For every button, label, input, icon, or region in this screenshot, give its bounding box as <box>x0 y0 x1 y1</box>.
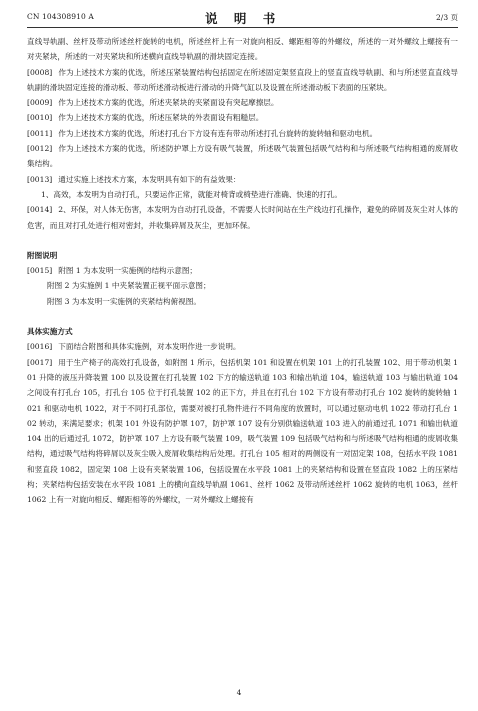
paragraph-0008 <box>27 65 458 96</box>
paragraph-text: 作为上述技术方案的优选，所述压紧块的外表面设有粗糙层。 <box>58 113 264 123</box>
paragraph-text: 下面结合附图和具体实施例，对本发明作进一步说明。 <box>58 342 241 352</box>
section-gap <box>27 233 458 248</box>
paragraph-tag: [0011] <box>27 128 53 138</box>
paragraph-text: 作为上述技术方案的优选，所述防护罩上方设有吸气装置，所述吸气装置包括吸气结构和与所述吸气结构相通的废屑收集结构。 <box>27 144 458 169</box>
embodiment-heading: 具体实施方式 <box>27 327 73 337</box>
figure-caption-3: 附图 3 为本发明一实施例的夹紧结构俯视图。 <box>47 296 201 306</box>
paragraph-tag: [0013] <box>27 174 53 184</box>
document-body <box>27 34 458 508</box>
document-title: 说 明 书 <box>205 11 282 26</box>
paragraph-text: 作为上述技术方案的优选，所述压紧装置结构包括固定在所述固定架竖直段上的竖直直线导轨副、和与所述竖直直线导轨副的滑块固定连接的滑动板、带动所述滑动板进行滑动的升降气缸以及设置在所述滑动板下表面的压紧块。 <box>27 67 458 92</box>
paragraph-tag: [0015] <box>27 266 53 276</box>
figure-caption-1: 附图 1 为本发明一实施例的结构示意图； <box>58 266 198 276</box>
paragraph-0017 <box>27 355 458 508</box>
section-gap <box>27 309 458 324</box>
intro-paragraph: 直线导轨副、丝杆及带动所述丝杆旋转的电机，所述丝杆上有一对旋向相反、螺距相等的外螺纹，所述的一对外螺纹上螺接有一对夹紧块，所述的一对夹紧块和所述横向直线导轨副的滑块固定连接。 <box>27 37 458 62</box>
paragraph-tag: [0009] <box>27 98 53 108</box>
header-divider <box>27 27 458 28</box>
paragraph-text: 用于生产椅子的高效打孔设备，如附图 1 所示，包括机架 101 和设置在机架 101 上的打孔装置 102、用于带动机架 101 升降的液压升降装置 100 以及设置在打孔装置 102 下方的输送轨道 103 和输出轨道 104，输送轨道 103 与输出轨道 104 之间设有打孔台 105，打孔台 105 位于打孔装置 102 的正下方，并且在打孔台 102 下方设有带动打孔台 102 旋转的旋转轴 1021 和驱动电机 1022，对于不同打孔部位，需要对被打孔物件进行不同角度的放置时，可以通过驱动电机 1022 带动打孔台 102 转动，来满足要求；机架 101 外设有防护罩 107，防护罩 107 设有分别供输送轨道 103 进入的前通过孔 1071 和输出轨道 104 出的后通过孔 1072，防护罩 107 上方设有吸气装置 109，吸气装置 109 包括吸气结构和与所述吸气结构相通的废屑收集结构，通过吸气结构将碎屑以及灰尘吸入废屑收集结构后处理。打孔台 105 相对的两侧设有一对固定架 108，包括水平段 1081 和竖直段 1082，固定架 108 上设有夹紧装置 106，包括设置在水平段 1081 上的夹紧结构和设置在竖直段 1082 上的压紧结构；夹紧结构包括安装在水平段 1081 上的横向直线导轨副 1061、丝杆 1062 及带动所述丝杆 1062 旋转的电机 1063，丝杆 1062 上有一对旋向相反、螺距相等的外螺纹，一对外螺纹上螺接有 <box>27 357 458 505</box>
paragraph-tag: [0012] <box>27 144 53 154</box>
paragraph-tag: [0008] <box>27 67 53 77</box>
paragraph-tag: [0016] <box>27 342 53 352</box>
paragraph-0015 <box>27 263 458 278</box>
page-indicator: 2/3 页 <box>436 13 458 22</box>
paragraph-text: 通过实施上述技术方案，本发明具有如下的有益效果： <box>58 174 241 184</box>
paragraph-tag: [0014] <box>27 205 53 215</box>
benefit-1: 1、高效，本发明为自动打孔，只要运作正常，就能对椅背或椅垫进行准确、快速的打孔。 <box>41 189 342 199</box>
paragraph-0011 <box>27 126 458 141</box>
figures-heading: 附图说明 <box>27 250 58 260</box>
paragraph-text: 作为上述技术方案的优选，所述打孔台下方设有连有带动所述打孔台旋转的旋转轴和驱动电机。 <box>58 128 378 138</box>
page-number: 4 <box>236 688 242 697</box>
paragraph-0013 <box>27 172 458 187</box>
paragraph-tag: [0017] <box>27 357 53 367</box>
paragraph-0010 <box>27 110 458 125</box>
paragraph-tag: [0010] <box>27 113 53 123</box>
figure-caption-2: 附图 2 为实施例 1 中夹紧装置正视平面示意图； <box>47 281 211 291</box>
paragraph-0014 <box>27 202 458 233</box>
page-header <box>27 12 458 26</box>
paragraph-0012 <box>27 141 458 172</box>
paragraph-text: 2、环保，对人体无伤害，本发明为自动打孔设备，不需要人长时间站在生产线边打孔操作，避免的碎屑及灰尘对人体的危害，而且对打孔处进行相对密封，并收集碎屑及灰尘，更加环保。 <box>27 205 458 230</box>
paragraph-0016 <box>27 339 458 354</box>
paragraph-text: 作为上述技术方案的优选，所述夹紧块的夹紧面设有突起摩擦层。 <box>58 98 279 108</box>
patent-number: CN 104308910 A <box>27 12 94 21</box>
paragraph-0009 <box>27 95 458 110</box>
